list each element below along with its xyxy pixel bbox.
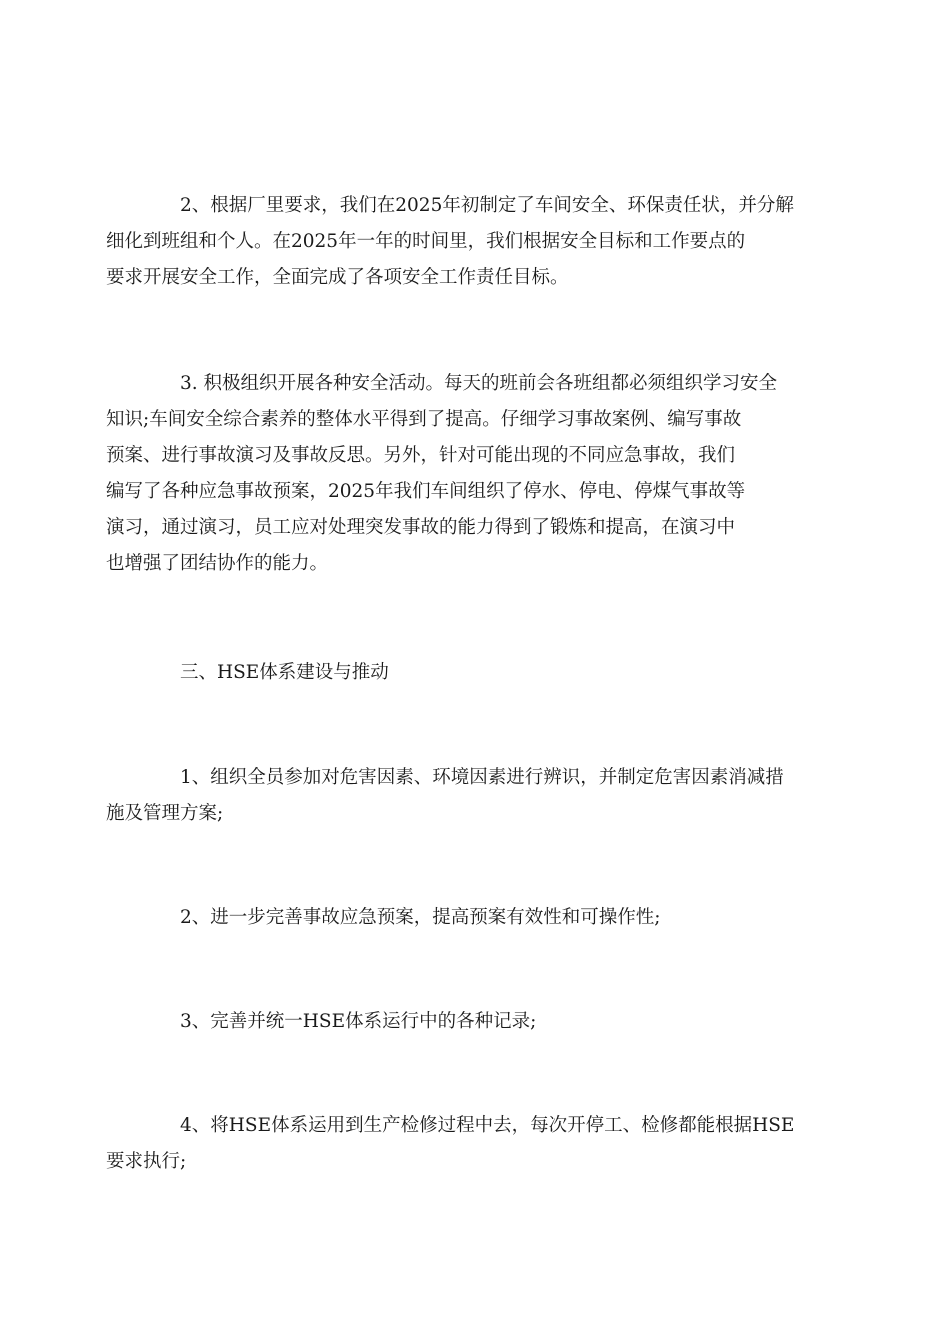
section-heading-hse xyxy=(143,655,808,691)
paragraph-safety-activities xyxy=(106,366,808,582)
text-line: 要求执行; xyxy=(106,1151,187,1172)
text-line: 细化到班组和个人。在2025年一年的时间里，我们根据安全目标和工作要点的 xyxy=(106,231,746,252)
text-line: 也增强了团结协作的能力。 xyxy=(106,553,329,574)
paragraph-emergency-plan xyxy=(143,900,808,936)
text-line: 2、根据厂里要求，我们在2025年初制定了车间安全、环保责任状，并分解 xyxy=(180,195,794,216)
text-line: 预案、进行事故演习及事故反思。另外，针对可能出现的不同应急事故，我们 xyxy=(106,445,736,466)
paragraph-hse-records xyxy=(143,1004,808,1040)
text-line: 知识;车间安全综合素养的整体水平得到了提高。仔细学习事故案例、编写事故 xyxy=(106,409,742,430)
text-line: 三、HSE体系建设与推动 xyxy=(180,662,389,683)
text-line: 编写了各种应急事故预案，2025年我们车间组织了停水、停电、停煤气事故等 xyxy=(106,481,746,502)
text-line: 1、组织全员参加对危害因素、环境因素进行辨识，并制定危害因素消减措 xyxy=(180,767,784,788)
paragraph-hse-maintenance xyxy=(106,1108,808,1180)
text-line: 3、完善并统一HSE体系运行中的各种记录; xyxy=(180,1011,537,1032)
text-line: 3. 积极组织开展各种安全活动。每天的班前会各班组都必须组织学习安全 xyxy=(180,373,778,394)
paragraph-responsibility-targets xyxy=(106,188,808,296)
text-line: 4、将HSE体系运用到生产检修过程中去，每次开停工、检修都能根据HSE xyxy=(180,1115,795,1136)
text-line: 2、进一步完善事故应急预案，提高预案有效性和可操作性; xyxy=(180,907,661,928)
text-line: 施及管理方案; xyxy=(106,803,224,824)
text-line: 演习，通过演习，员工应对处理突发事故的能力得到了锻炼和提高，在演习中 xyxy=(106,517,736,538)
text-line: 要求开展安全工作，全面完成了各项安全工作责任目标。 xyxy=(106,267,569,288)
paragraph-hazard-identification xyxy=(106,760,808,832)
